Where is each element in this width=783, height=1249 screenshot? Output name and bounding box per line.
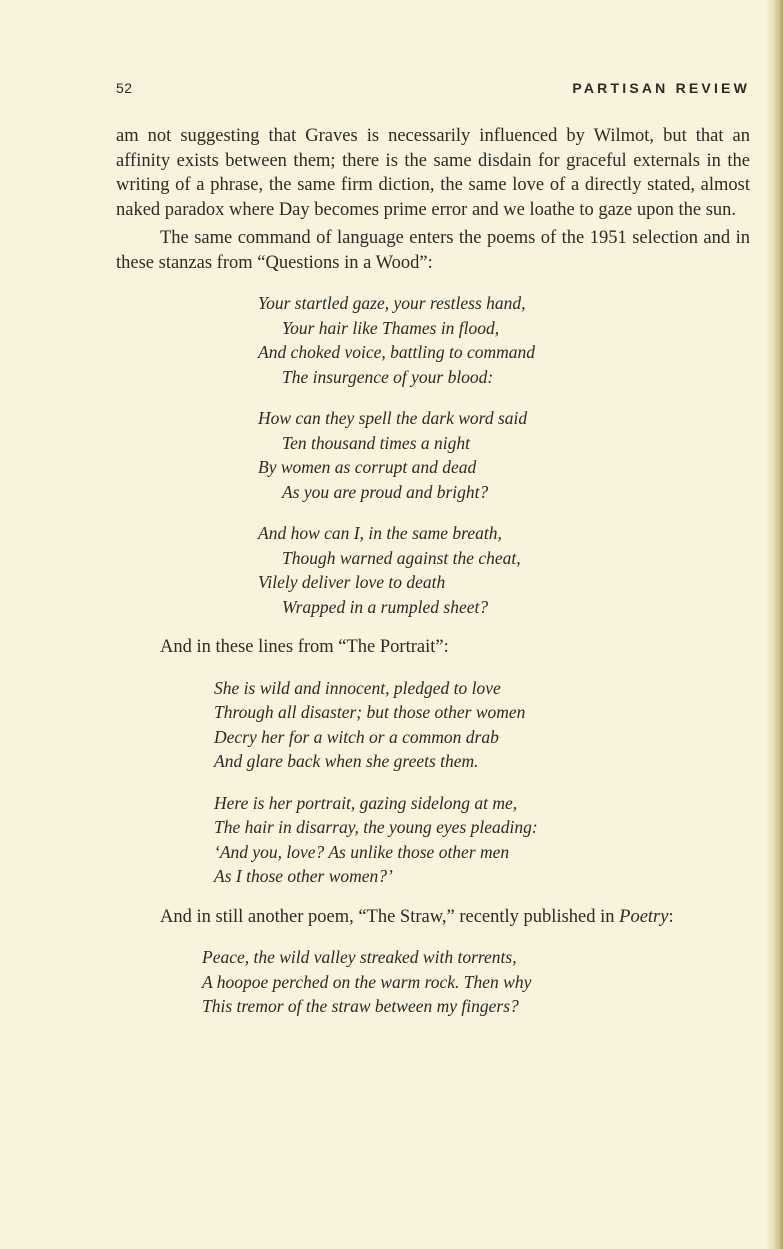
verse-line: The insurgence of your blood:	[282, 366, 494, 387]
stanza	[116, 676, 750, 774]
paragraph-punct: :	[668, 906, 674, 927]
paragraph-straw-intro	[116, 905, 750, 930]
verse-line: As you are proud and bright?	[282, 481, 489, 502]
running-head: PARTISAN REVIEW	[572, 80, 750, 96]
verse-line: By women as corrupt and dead	[258, 457, 477, 477]
article-body	[116, 124, 750, 1035]
paragraph-text: And in still another poem, “The Straw,” recently published in	[160, 906, 615, 927]
verse-line: Vilely deliver love to death	[258, 572, 446, 592]
verse-line: Here is her portrait, gazing sidelong at me,	[214, 792, 518, 813]
poem-the-straw	[116, 945, 750, 1019]
verse-line: Though warned against the cheat,	[282, 547, 521, 568]
stanza	[116, 521, 750, 619]
verse-line: And how can I, in the same breath,	[258, 523, 502, 543]
page-number: 52	[116, 80, 133, 96]
poem-questions-in-a-wood	[116, 291, 750, 619]
verse-line: Wrapped in a rumpled sheet?	[282, 596, 489, 617]
verse-line: And choked voice, battling to command	[258, 342, 536, 362]
verse-line: Ten thousand times a night	[282, 432, 470, 453]
stanza	[116, 406, 750, 504]
verse-line: A hoopoe perched on the warm rock. Then why	[202, 971, 532, 992]
stanza	[116, 791, 750, 889]
verse-line: The hair in disarray, the young eyes pleading:	[214, 817, 538, 837]
verse-line: Decry her for a witch or a common drab	[214, 726, 499, 747]
verse-line: She is wild and innocent, pledged to love	[214, 677, 501, 698]
page-edge-shadow	[767, 0, 783, 1249]
verse-line: Your startled gaze, your restless hand,	[258, 293, 526, 313]
poem-the-portrait	[116, 676, 750, 889]
verse-line: As I those other women?’	[214, 866, 393, 886]
stanza	[116, 945, 750, 1019]
stanza	[116, 291, 750, 389]
verse-line: Through all disaster; but those other women	[214, 702, 526, 722]
verse-line: ‘And you, love? As unlike those other men	[214, 841, 510, 862]
paragraph-continuation: am not suggesting that Graves is necessarily influenced by Wilmot, but that an affinity exists between them; there is the same disdain for graceful externals in the writing of a phrase, the same firm diction, the same love of a directly stated, almost naked paradox where Day becomes prime error and we loathe to gaze upon the sun.	[116, 126, 750, 220]
journal-title: Poetry	[619, 906, 669, 927]
verse-line: This tremor of the straw between my fingers?	[202, 996, 519, 1016]
paragraph-portrait-intro: And in these lines from “The Portrait”:	[160, 637, 449, 657]
page-header	[116, 80, 750, 102]
verse-line: And glare back when she greets them.	[214, 751, 479, 771]
paragraph-questions-intro: The same command of language enters the poems of the 1951 selection and in these stanzas from “Questions in a Wood”:	[116, 228, 750, 273]
verse-line: Your hair like Thames in flood,	[282, 317, 500, 338]
verse-line: Peace, the wild valley streaked with torrents,	[202, 947, 517, 967]
verse-line: How can they spell the dark word said	[258, 408, 528, 428]
